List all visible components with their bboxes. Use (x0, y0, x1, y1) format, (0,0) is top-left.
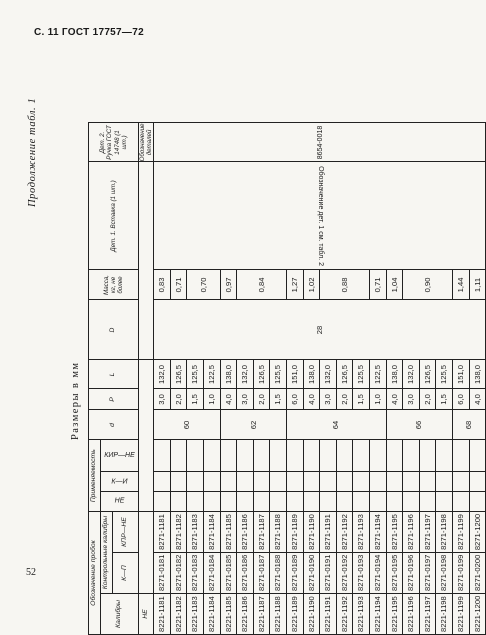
big-d-cell: 28 (154, 300, 486, 360)
app-kpp-cell (237, 440, 254, 472)
control-kp-cell: 8271-0199 (452, 553, 469, 594)
app-ki-cell (369, 472, 386, 492)
app-ne-cell (369, 492, 386, 512)
caliber-ne-cell: 8221-1199 (452, 594, 469, 635)
control-kp-cell: 8271-0189 (287, 553, 304, 594)
caliber-ne-cell: 8221-1182 (170, 594, 187, 635)
control-kp-cell: 8271-0196 (403, 553, 420, 594)
p-cell: 3,0 (403, 389, 420, 410)
p-cell: 2,0 (253, 389, 270, 410)
app-ki-cell (187, 472, 204, 492)
app-ne-cell (419, 492, 436, 512)
mass-cell: 0,90 (403, 270, 453, 300)
table-title: Размеры в мм (70, 361, 81, 440)
control-kpp-cell: 8271-1186 (237, 512, 254, 553)
control-kp-cell: 8271-0194 (369, 553, 386, 594)
kp-header: К—П (113, 553, 139, 594)
p-cell: 2,0 (336, 389, 353, 410)
l-cell: 125,5 (353, 360, 370, 389)
l-cell: 126,5 (336, 360, 353, 389)
ne-header: НЕ (139, 594, 154, 635)
control-kp-cell: 8271-0187 (253, 553, 270, 594)
app-ne-cell (303, 492, 320, 512)
control-kpp-cell: 8271-1187 (253, 512, 270, 553)
det1-header: Дет. 1. Вставка (1 шт.) (89, 162, 139, 270)
control-kpp-cell: 8271-1199 (452, 512, 469, 553)
caliber-ne-cell: 8221-1186 (237, 594, 254, 635)
caliber-ne-cell: 8221-1189 (287, 594, 304, 635)
app-ne-cell (386, 492, 403, 512)
app-kpp-cell (452, 440, 469, 472)
control-kpp-cell: 8271-1181 (154, 512, 171, 553)
caliber-ne-cell: 8221-1197 (419, 594, 436, 635)
app-ne-cell (270, 492, 287, 512)
caliber-ne-cell: 8221-1184 (204, 594, 221, 635)
l-cell: 151,0 (287, 360, 304, 389)
l-cell: 132,0 (237, 360, 254, 389)
app-ne-cell (403, 492, 420, 512)
d-cell: 62 (220, 410, 286, 440)
app-ne-cell (237, 492, 254, 512)
control-kp-cell: 8271-0182 (170, 553, 187, 594)
p-cell: 1,5 (270, 389, 287, 410)
table-row (154, 123, 171, 635)
p-cell: 1,5 (436, 389, 453, 410)
app-kpp-cell (320, 440, 337, 472)
caliber-ne-cell: 8221-1198 (436, 594, 453, 635)
mass-cell: 1,02 (303, 270, 320, 300)
d-cell: 68 (452, 410, 485, 440)
p-cell: 1,0 (204, 389, 221, 410)
app-ki-cell (237, 472, 254, 492)
control-kpp-cell: 8271-1189 (287, 512, 304, 553)
l-cell: 125,5 (436, 360, 453, 389)
control-kpp-cell: 8271-1195 (386, 512, 403, 553)
app-kpp-cell (170, 440, 187, 472)
caliber-ne-cell: 8221-1196 (403, 594, 420, 635)
control-kpp-cell: 8271-1192 (336, 512, 353, 553)
dimensions-table (88, 122, 486, 635)
app-kpp-cell (303, 440, 320, 472)
kpp-header: КПР—НЕ (113, 512, 139, 553)
app-kpp-cell (253, 440, 270, 472)
l-cell: 122,5 (204, 360, 221, 389)
control-kp-cell: 8271-0190 (303, 553, 320, 594)
l-cell: 138,0 (303, 360, 320, 389)
app-ki-cell (452, 472, 469, 492)
mass-cell: 1,44 (452, 270, 469, 300)
caliber-ne-cell: 8221-1192 (336, 594, 353, 635)
p-header: P (89, 389, 139, 410)
p-cell: 6,0 (452, 389, 469, 410)
l-cell: 151,0 (452, 360, 469, 389)
mass-cell: 0,97 (220, 270, 237, 300)
mass-cell: 0,84 (237, 270, 287, 300)
caliber-ne-cell: 8221-1191 (320, 594, 337, 635)
app-ne-cell (220, 492, 237, 512)
caliber-ne-cell: 8221-1200 (469, 594, 486, 635)
control-kp-cell: 8271-0188 (270, 553, 287, 594)
designation-group-header: Обозначение пробок (89, 512, 101, 635)
control-kpp-cell: 8271-1196 (403, 512, 420, 553)
app-ki-cell (154, 472, 171, 492)
control-kp-cell: 8271-0184 (204, 553, 221, 594)
control-kpp-cell: 8271-1188 (270, 512, 287, 553)
d-cell: 64 (287, 410, 387, 440)
control-group-header: Контрольные калибры (101, 512, 113, 594)
applicability-group-header: Применяемость (89, 440, 101, 512)
control-kpp-cell: 8271-1193 (353, 512, 370, 553)
p-cell: 6,0 (287, 389, 304, 410)
app-ki-cell (270, 472, 287, 492)
p-cell: 1,5 (353, 389, 370, 410)
mass-cell: 0,71 (170, 270, 187, 300)
control-kp-cell: 8271-0192 (336, 553, 353, 594)
mass-cell: 1,27 (287, 270, 304, 300)
app-ne-cell (469, 492, 486, 512)
l-cell: 132,0 (154, 360, 171, 389)
control-kp-cell: 8271-0183 (187, 553, 204, 594)
control-kpp-cell: 8271-1191 (320, 512, 337, 553)
l-cell: 125,5 (270, 360, 287, 389)
det1-note: Обозначение дет. 1 см. табл. 2 (316, 166, 324, 266)
app-ne-cell (154, 492, 171, 512)
app-ne-cell (187, 492, 204, 512)
p-cell: 1,5 (187, 389, 204, 410)
app-ne-cell (287, 492, 304, 512)
l-cell: 138,0 (469, 360, 486, 389)
det2-value: 8654-0018 (316, 125, 324, 160)
app-kpp-cell (187, 440, 204, 472)
caliber-ne-cell: 8221-1190 (303, 594, 320, 635)
app-ki-cell (336, 472, 353, 492)
app-ki-cell (287, 472, 304, 492)
control-kpp-cell: 8271-1190 (303, 512, 320, 553)
app-kpp-cell (369, 440, 386, 472)
caliber-ne-cell: 8221-1181 (154, 594, 171, 635)
app-ki-cell (386, 472, 403, 492)
det2-cell (154, 123, 486, 162)
p-cell: 4,0 (303, 389, 320, 410)
app-kpp-cell (353, 440, 370, 472)
l-cell: 126,5 (253, 360, 270, 389)
l-cell: 126,5 (170, 360, 187, 389)
app-ne-cell (204, 492, 221, 512)
page-number: 52 (26, 567, 36, 578)
p-cell: 3,0 (237, 389, 254, 410)
l-cell: 125,5 (187, 360, 204, 389)
caliber-ne-cell: 8221-1185 (220, 594, 237, 635)
page-header: С. 11 ГОСТ 17757—72 (34, 27, 144, 38)
detail-designation-header: Обозначение деталей (139, 123, 154, 162)
app-ne-cell (436, 492, 453, 512)
app-kpp-cell (287, 440, 304, 472)
app-ne-cell (320, 492, 337, 512)
mass-cell: 0,88 (320, 270, 370, 300)
app-ki-cell (220, 472, 237, 492)
app-kpp-header: КИР—НЕ (101, 440, 139, 472)
control-kpp-cell: 8271-1185 (220, 512, 237, 553)
p-cell: 2,0 (419, 389, 436, 410)
l-cell: 132,0 (320, 360, 337, 389)
d-header: d (89, 410, 139, 440)
p-cell: 3,0 (154, 389, 171, 410)
app-ne-header: НЕ (101, 492, 139, 512)
l-header: L (89, 360, 139, 389)
control-kp-cell: 8271-0185 (220, 553, 237, 594)
mass-header: Масса, кг, не более (89, 270, 139, 300)
app-kpp-cell (270, 440, 287, 472)
control-kpp-cell: 8271-1197 (419, 512, 436, 553)
app-ne-cell (452, 492, 469, 512)
app-ne-cell (353, 492, 370, 512)
mass-cell: 1,11 (469, 270, 486, 300)
mass-cell: 1,04 (386, 270, 403, 300)
app-kpp-cell (469, 440, 486, 472)
p-cell: 4,0 (386, 389, 403, 410)
caliber-ne-cell: 8221-1194 (369, 594, 386, 635)
app-ki-header: К—И (101, 472, 139, 492)
caliber-header: Калибры (101, 594, 139, 635)
app-ki-cell (204, 472, 221, 492)
l-cell: 132,0 (403, 360, 420, 389)
app-ki-cell (419, 472, 436, 492)
app-kpp-cell (386, 440, 403, 472)
p-cell: 4,0 (469, 389, 486, 410)
control-kpp-cell: 8271-1184 (204, 512, 221, 553)
control-kpp-cell: 8271-1198 (436, 512, 453, 553)
p-cell: 1,0 (369, 389, 386, 410)
l-cell: 126,5 (419, 360, 436, 389)
app-kpp-cell (419, 440, 436, 472)
control-kp-cell: 8271-0181 (154, 553, 171, 594)
det2-header: Дет. 2. Ручка ГОСТ 14748 (1 шт.) (89, 123, 139, 162)
app-kpp-cell (204, 440, 221, 472)
control-kpp-cell: 8271-1200 (469, 512, 486, 553)
app-ki-cell (469, 472, 486, 492)
app-ki-cell (436, 472, 453, 492)
mass-cell: 0,83 (154, 270, 171, 300)
caliber-ne-cell: 8221-1187 (253, 594, 270, 635)
rotated-table-frame (22, 55, 482, 635)
mass-cell: 0,71 (369, 270, 386, 300)
app-kpp-cell (436, 440, 453, 472)
app-ki-cell (353, 472, 370, 492)
p-cell: 4,0 (220, 389, 237, 410)
control-kp-cell: 8271-0195 (386, 553, 403, 594)
continuation-label: Продолжение табл. 1 (27, 97, 38, 207)
p-cell: 2,0 (170, 389, 187, 410)
app-ne-cell (253, 492, 270, 512)
det1-note-cell (154, 162, 486, 270)
mass-cell: 0,70 (187, 270, 220, 300)
app-ne-cell (170, 492, 187, 512)
control-kpp-cell: 8271-1194 (369, 512, 386, 553)
app-kpp-cell (154, 440, 171, 472)
caliber-ne-cell: 8221-1195 (386, 594, 403, 635)
control-kp-cell: 8271-0186 (237, 553, 254, 594)
control-kp-cell: 8271-0198 (436, 553, 453, 594)
p-cell: 3,0 (320, 389, 337, 410)
caliber-ne-cell: 8221-1183 (187, 594, 204, 635)
control-kp-cell: 8271-0193 (353, 553, 370, 594)
l-cell: 138,0 (386, 360, 403, 389)
caliber-ne-cell: 8221-1188 (270, 594, 287, 635)
app-kpp-cell (403, 440, 420, 472)
l-cell: 138,0 (220, 360, 237, 389)
app-ki-cell (253, 472, 270, 492)
caliber-ne-cell: 8221-1193 (353, 594, 370, 635)
control-kp-cell: 8271-0200 (469, 553, 486, 594)
l-cell: 122,5 (369, 360, 386, 389)
app-ki-cell (170, 472, 187, 492)
app-ne-cell (336, 492, 353, 512)
app-ki-cell (303, 472, 320, 492)
d-cell: 66 (386, 410, 452, 440)
app-kpp-cell (220, 440, 237, 472)
control-kpp-cell: 8271-1183 (187, 512, 204, 553)
d-cell: 60 (154, 410, 220, 440)
big-d-header: D (89, 300, 139, 360)
app-ki-cell (403, 472, 420, 492)
control-kp-cell: 8271-0191 (320, 553, 337, 594)
control-kpp-cell: 8271-1182 (170, 512, 187, 553)
app-kpp-cell (336, 440, 353, 472)
app-ki-cell (320, 472, 337, 492)
control-kp-cell: 8271-0197 (419, 553, 436, 594)
